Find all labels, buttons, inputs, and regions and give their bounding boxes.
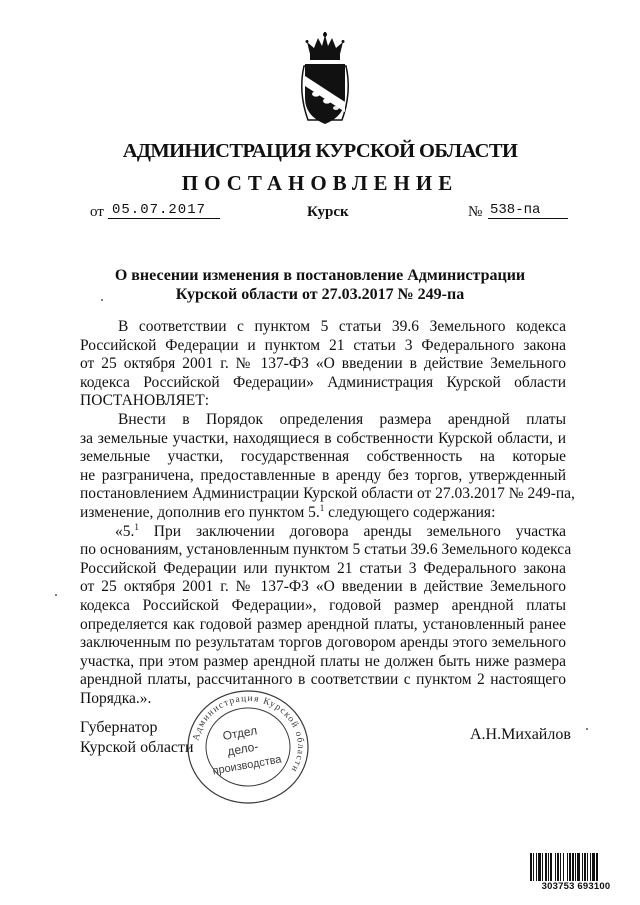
barcode-bar [533,853,534,882]
barcode-number: 303753 693100 [530,881,622,892]
barcode-bar [567,853,568,882]
document-subject [0,266,640,304]
barcode-bar [545,853,547,882]
subject-line: О внесении изменения в постановление Администрации [114,267,526,284]
signatory-title-line: Губернатор [80,719,158,736]
barcode-bar [596,853,598,882]
barcode-bar [592,853,595,882]
barcode-bar [584,853,586,882]
paragraph-line: Российской Федерации и пунктом 21 статьи 3 Федерального закона [80,336,566,354]
paragraph-line: определяется как годовой размер арендной платы, установленный ранее [80,615,566,633]
stamp-ring-text: Администрация Курской области [191,693,306,775]
superscript: 1 [134,521,139,532]
barcode-bar [560,853,561,882]
stamp-text: Отдел [221,723,259,744]
barcode-bar [587,853,588,882]
paragraph-line: постановлением Администрации Курской области от 27.03.2017 № 249-па, [80,485,575,503]
scan-speck [55,594,57,596]
date-label: от [90,204,104,220]
text-fragment: изменение, дополнив его пунктом 5. [80,503,320,521]
barcode-bar [569,853,571,882]
paragraph-line: Внести в Порядок определения размера арендной платы [118,410,566,428]
barcode-bar [555,853,556,882]
paragraph-line: участка, при этом размер арендной платы не должен быть ниже размера [80,652,566,670]
document-body [80,318,575,708]
document-type-title: ПОСТАНОВЛЕНИЕ [181,171,459,195]
barcode-graphic [530,853,622,900]
paragraph-line: от 25 октября 2001 г. № 137-ФЗ «О введении в действие Земельного [80,355,566,373]
document-date: 05.07.2017 [108,202,220,219]
document-meta-row [0,204,640,226]
text-fragment: следующего содержания: [324,503,496,521]
text-fragment: «5. [115,522,135,540]
paragraph-line: земельные участки, государственная собственность на которые [80,448,566,466]
paragraph-line: ПОСТАНОВЛЯЕТ: [80,392,210,410]
barcode-bar [557,853,559,882]
paragraph-line: Российской Федерации или пунктом 21 статьи 3 Федерального закона [80,559,566,577]
paragraph-line [80,523,566,542]
barcode-bar [542,853,543,882]
coat-of-arms-emblem [296,32,354,128]
barcode-bar [548,853,549,882]
office-stamp [185,688,311,806]
paragraph-line: не разграничена, предоставленные в аренду без торгов, утвержденный [80,466,566,484]
barcode-bar [538,853,541,882]
paragraph-line: кодекса Российской Федерации», годовой размер арендной платы [80,596,566,614]
paragraph-line: от 25 октября 2001 г. № 137-ФЗ «О введении в действие Земельного [80,578,566,596]
signatory-name: А.Н.Михайлов [470,726,571,743]
organization-title: АДМИНИСТРАЦИЯ КУРСКОЙ ОБЛАСТИ [122,140,518,162]
paragraph-line: арендной платы, рассчитанного в соответствии с пунктом 2 настоящего [80,671,566,689]
barcode-bar [577,853,580,882]
paragraph-line [80,504,566,523]
barcode-bar [536,853,537,882]
superscript: 1 [319,502,325,513]
barcode-bar [530,853,532,882]
barcode-bar [575,853,576,882]
barcode-bar [582,853,583,882]
number-label: № [468,204,483,220]
paragraph-line: по основаниям, установленным пунктом 5 статьи 39.6 Земельного кодекса [80,541,572,559]
scan-speck [101,299,103,301]
stamp-text: дело- [226,739,260,759]
barcode-bar [563,853,564,882]
document-number: 538-па [488,202,568,219]
scan-speck [586,728,588,730]
subject-line: Курской области от 27.03.2017 № 249-па [175,286,465,303]
document-city: Курск [307,204,349,220]
barcode-bar [572,853,574,882]
stamp-text: производства [211,753,283,778]
signatory-title [80,718,194,758]
signatory-title-line: Курской области [80,739,194,756]
text-fragment: При заключении договора аренды земельного участка [138,522,566,540]
paragraph-line: кодекса Российской Федерации» Администрация Курской области [80,373,566,391]
paragraph-line: В соответствии с пунктом 5 статьи 39.6 Земельного кодекса [118,318,566,335]
paragraph-line: Порядка.». [80,689,152,707]
paragraph-line: заключенным по результатам торгов договором аренды этого земельного [80,634,566,652]
barcode-bar [590,853,591,882]
paragraph-line: за земельные участки, находящиеся в собственности Курской области, и [80,429,566,447]
barcode-bar [550,853,552,882]
